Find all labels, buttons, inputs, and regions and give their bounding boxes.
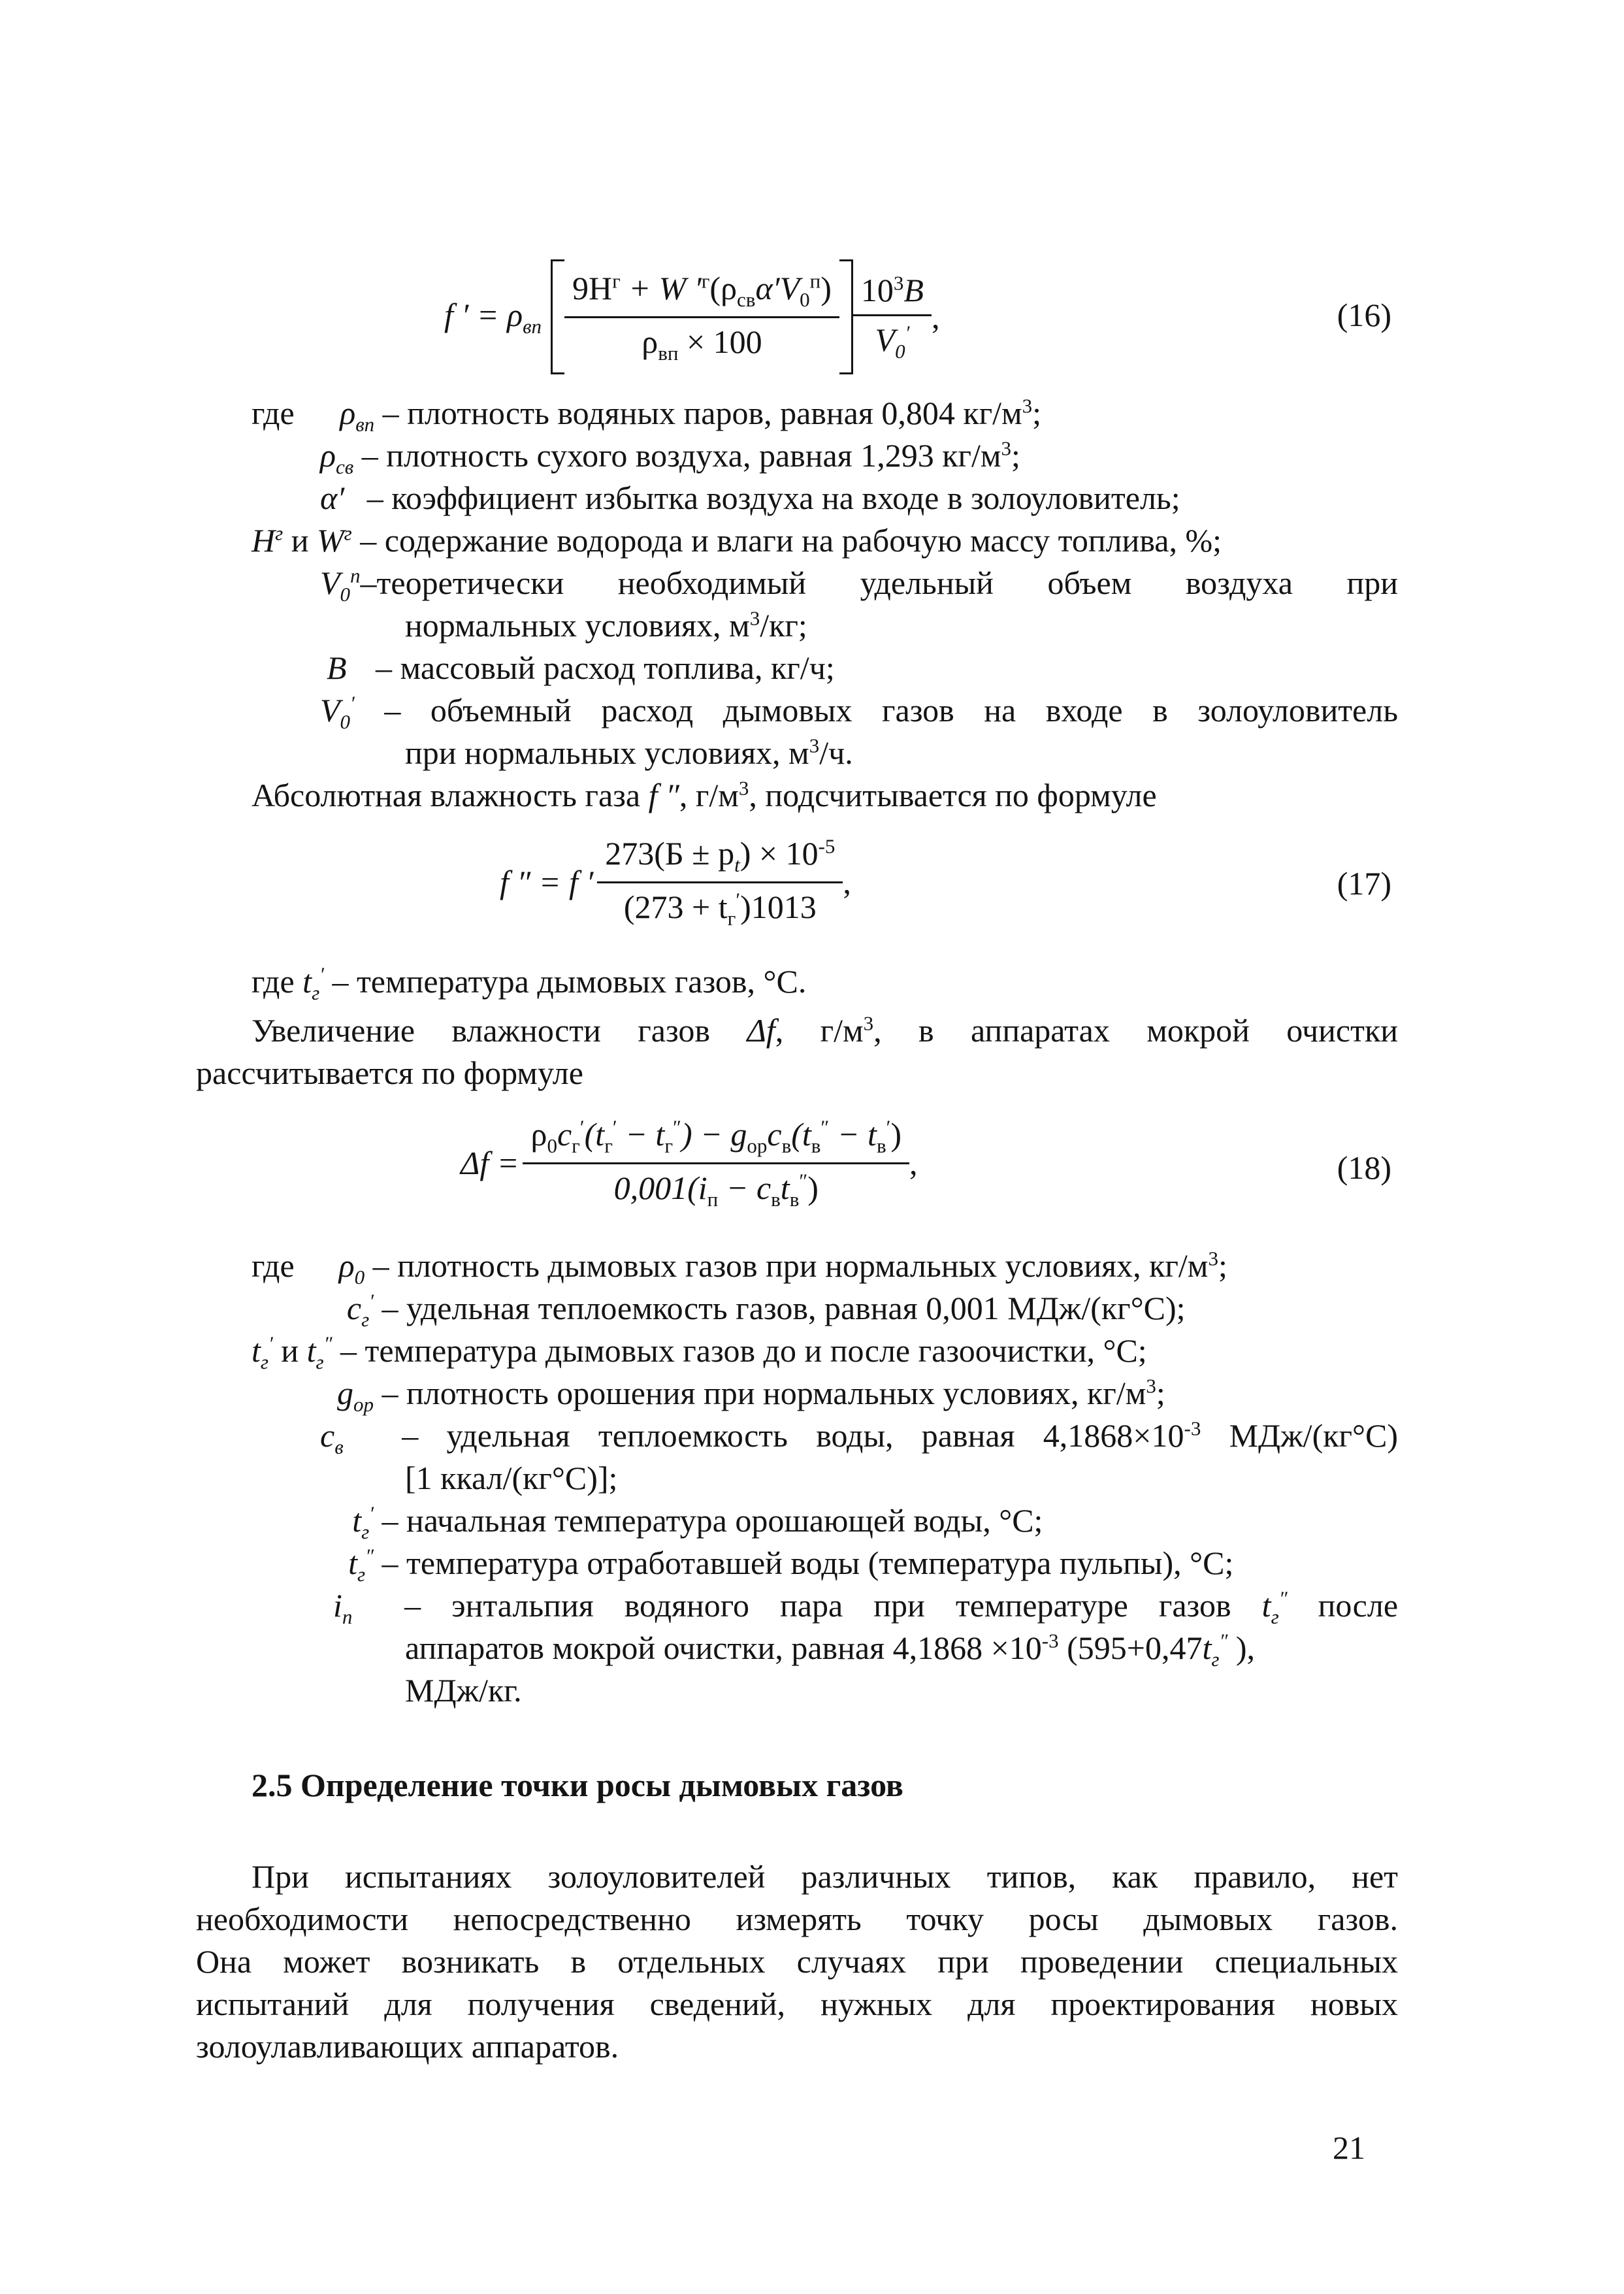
fraction-18: $\frac{\rho_0c_г'(t_г' - t_г'') - g_{ор}c_в(t_в'' - t_в')}{0,001(i_п - c_вt_в'')}$ [523,1113,909,1213]
fraction-16-main: $\frac{9Н^г + W '^г(\rho_{св}\alpha'V_0^п)}{\rho_{вп} \times 100}$ [564,267,839,367]
def-v0p-line1: $V_0'$ – объемный расход дымовых газов на входе в золоуловитель [320,691,1398,733]
def-v0-line2: нормальных условиях, $м^3/кг$; [405,606,807,644]
def-gop: $g_{ор}$ – плотность орошения при нормальных условиях, $кг/м^3$; [337,1374,1165,1416]
def-tt: $t_г'$ и $t_г''$ – температура дымовых газов до и после газоочистки, °С; [252,1332,1147,1373]
def-tg: где $t_г'$ – температура дымовых газов, °С. [252,962,807,1004]
def-v0-line1: $V_0^п$–теоретически необходимый удельный объем воздуха при [320,564,1398,606]
section-para-line2: необходимости непосредственно измерять точку росы дымовых газов. [196,1901,1398,1937]
def-v0p-line2: при нормальных условиях, $м^3/ч$. [405,734,853,771]
section-para-line4: испытаний для получения сведений, нужных для проектирования новых [196,1986,1398,2022]
equation-number-18: (18) [1337,1149,1391,1186]
def-alpha: α′ – коэффициент избытка воздуха на входе в золоуловитель; [320,480,1180,516]
formula-17: f ″ = f ′ $\frac{273(Б \pm p_t) \times 10^{-5}}{(273 + t_г')1013}$ , [500,833,851,931]
page-number: 21 [1333,2129,1365,2166]
def-h-w: $Н^г$ и $W^г$ – содержание водорода и влаги на рабочую массу топлива, %; [252,521,1222,559]
def-b: B – массовый расход топлива, кг/ч; [327,649,835,686]
right-bracket [839,259,853,374]
def-cv-line2: [1 ккал/(кг°С)]; [405,1460,618,1496]
def-in-line1: $i_п$ – энтальпия водяного пара при температуре газов $t_г''$ после [333,1586,1399,1628]
def-in-line3: МДж/кг. [405,1672,522,1709]
section-para-line3: Она может возникать в отдельных случаях при проведении специальных [196,1943,1398,1980]
section-title: 2.5 Определение точки росы дымовых газов [252,1767,903,1803]
def-in-line2: аппаратов мокрой очистки, равная $4,1868 \times 10^{-3}$ ($595+0,47t_г''$ ), [405,1629,1256,1671]
section-para-line5: золоулавливающих аппаратов. [196,2028,619,2065]
increase-para-line2: рассчитывается по формуле [196,1055,583,1091]
def-t2: $t_г''$ – температура отработавшей воды (температура пульпы), °С; [348,1544,1234,1586]
section-para-line1: При испытаниях золоуловителей различных типов, как правило, нет [252,1858,1398,1895]
formula-16: f ′ = $\rho_{вп}$ $\frac{9Н^г + W '^г(\rho_{св}\alpha'V_0^п)}{\rho_{вп} \times 100}$ $\frac{10^3B}{V_0'}$ , [444,261,939,372]
formula-18: Δf = $\frac{\rho_0c_г'(t_г' - t_г'') - g_{ор}c_в(t_в'' - t_в')}{0,001(i_п - c_вt_в'')}$ , [461,1111,918,1215]
def-rho0: где $\rho_0$ – плотность дымовых газов при нормальных условиях, $кг/м^3$; [252,1247,1227,1288]
def-cg: $c_г'$ – удельная теплоемкость газов, равная 0,001 МДж/(кг°С); [346,1289,1186,1331]
def-rho-vp: где $\rho_{вп}$ – плотность водяных паров, равная 0,804 $кг/м^3$; [252,394,1042,436]
fraction-17: $\frac{273(Б \pm p_t) \times 10^{-5}}{(273 + t_г')1013}$ [597,832,843,932]
equation-number-17: (17) [1337,865,1391,902]
equation-number-16: (16) [1337,297,1391,333]
fraction-16-secondary: $\frac{10^3B}{V_0'}$ [853,269,932,365]
left-bracket [551,259,564,374]
def-cv-line1: $c_в$ – удельная теплоемкость воды, равная $4,1868\times 10^{-3}$ МДж/(кг°С) [320,1417,1399,1458]
increase-para-line1: Увеличение влажности газов Δf, $г/м^3$, в аппаратах мокрой очистки [252,1011,1399,1049]
abs-humidity-sentence: Абсолютная влажность газа f ″, $г/м^3$, подсчитывается по формуле [252,776,1157,813]
def-rho-sv: $\rho_{св}$ – плотность сухого воздуха, равная 1,293 $кг/м^3$; [320,436,1020,478]
def-t1: $t_г'$ – начальная температура орошающей воды, °С; [352,1501,1043,1543]
